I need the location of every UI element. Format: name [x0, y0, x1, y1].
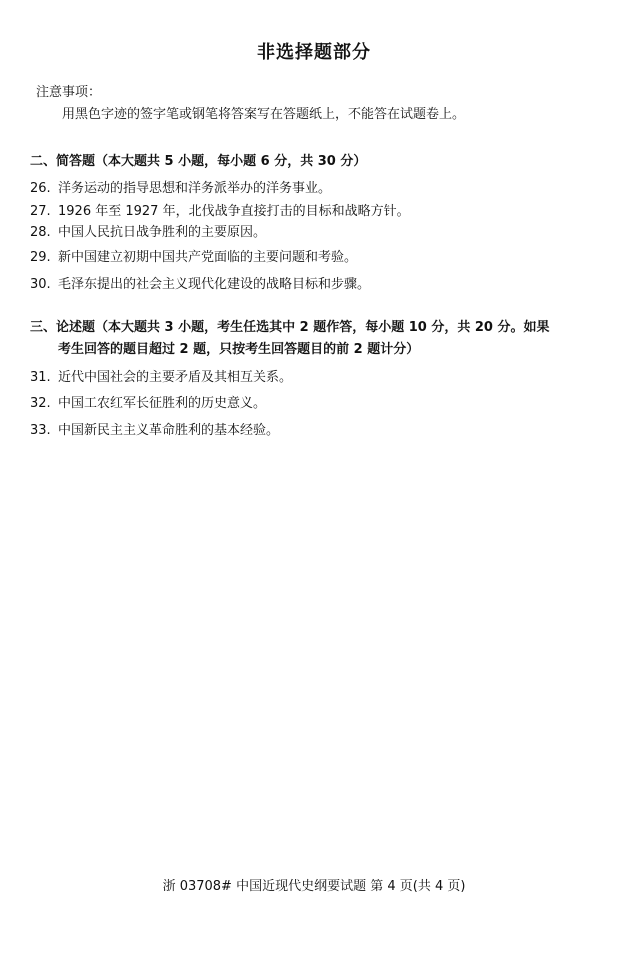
section-3-heading-line-1: 三、论述题（本大题共 3 小题，考生任选其中 2 题作答，每小题 10 分，共 20 分。如果 [30, 320, 550, 335]
question-number: 27. [30, 204, 51, 219]
question-33 [30, 419, 279, 438]
page-title: 非选择题部分 [257, 42, 371, 63]
question-29 [30, 246, 357, 265]
question-text: 毛泽东提出的社会主义现代化建设的战略目标和步骤。 [58, 277, 371, 292]
question-text: 1926 年至 1927 年，北伐战争直接打击的目标和战略方针。 [58, 204, 410, 219]
question-26 [30, 177, 331, 196]
question-number: 33. [30, 423, 51, 438]
question-31 [30, 366, 292, 385]
section-2-heading: 二、简答题（本大题共 5 小题，每小题 6 分，共 30 分） [30, 154, 367, 169]
section-3-heading-line-2: 考生回答的题目超过 2 题，只按考生回答题目的前 2 题计分） [58, 342, 420, 357]
notice-heading: 注意事项： [36, 85, 102, 100]
question-32 [30, 392, 266, 411]
notice-body: 用黑色字迹的签字笔或钢笔将答案写在答题纸上，不能答在试题卷上。 [62, 107, 466, 122]
page-footer: 浙 03708# 中国近现代史纲要试题 第 4 页(共 4 页) [162, 879, 466, 894]
question-27 [30, 200, 410, 219]
question-number: 26. [30, 181, 51, 196]
question-text: 洋务运动的指导思想和洋务派举办的洋务事业。 [58, 181, 332, 196]
question-number: 28. [30, 225, 51, 240]
question-number: 31. [30, 370, 51, 385]
question-text: 近代中国社会的主要矛盾及其相互关系。 [58, 370, 293, 385]
question-30 [30, 273, 370, 292]
question-text: 中国新民主主义革命胜利的基本经验。 [58, 423, 280, 438]
question-text: 中国人民抗日战争胜利的主要原因。 [58, 225, 267, 240]
question-28 [30, 221, 266, 240]
question-number: 30. [30, 277, 51, 292]
question-text: 新中国建立初期中国共产党面临的主要问题和考验。 [58, 250, 358, 265]
question-text: 中国工农红军长征胜利的历史意义。 [58, 396, 267, 411]
question-number: 29. [30, 250, 51, 265]
question-number: 32. [30, 396, 51, 411]
